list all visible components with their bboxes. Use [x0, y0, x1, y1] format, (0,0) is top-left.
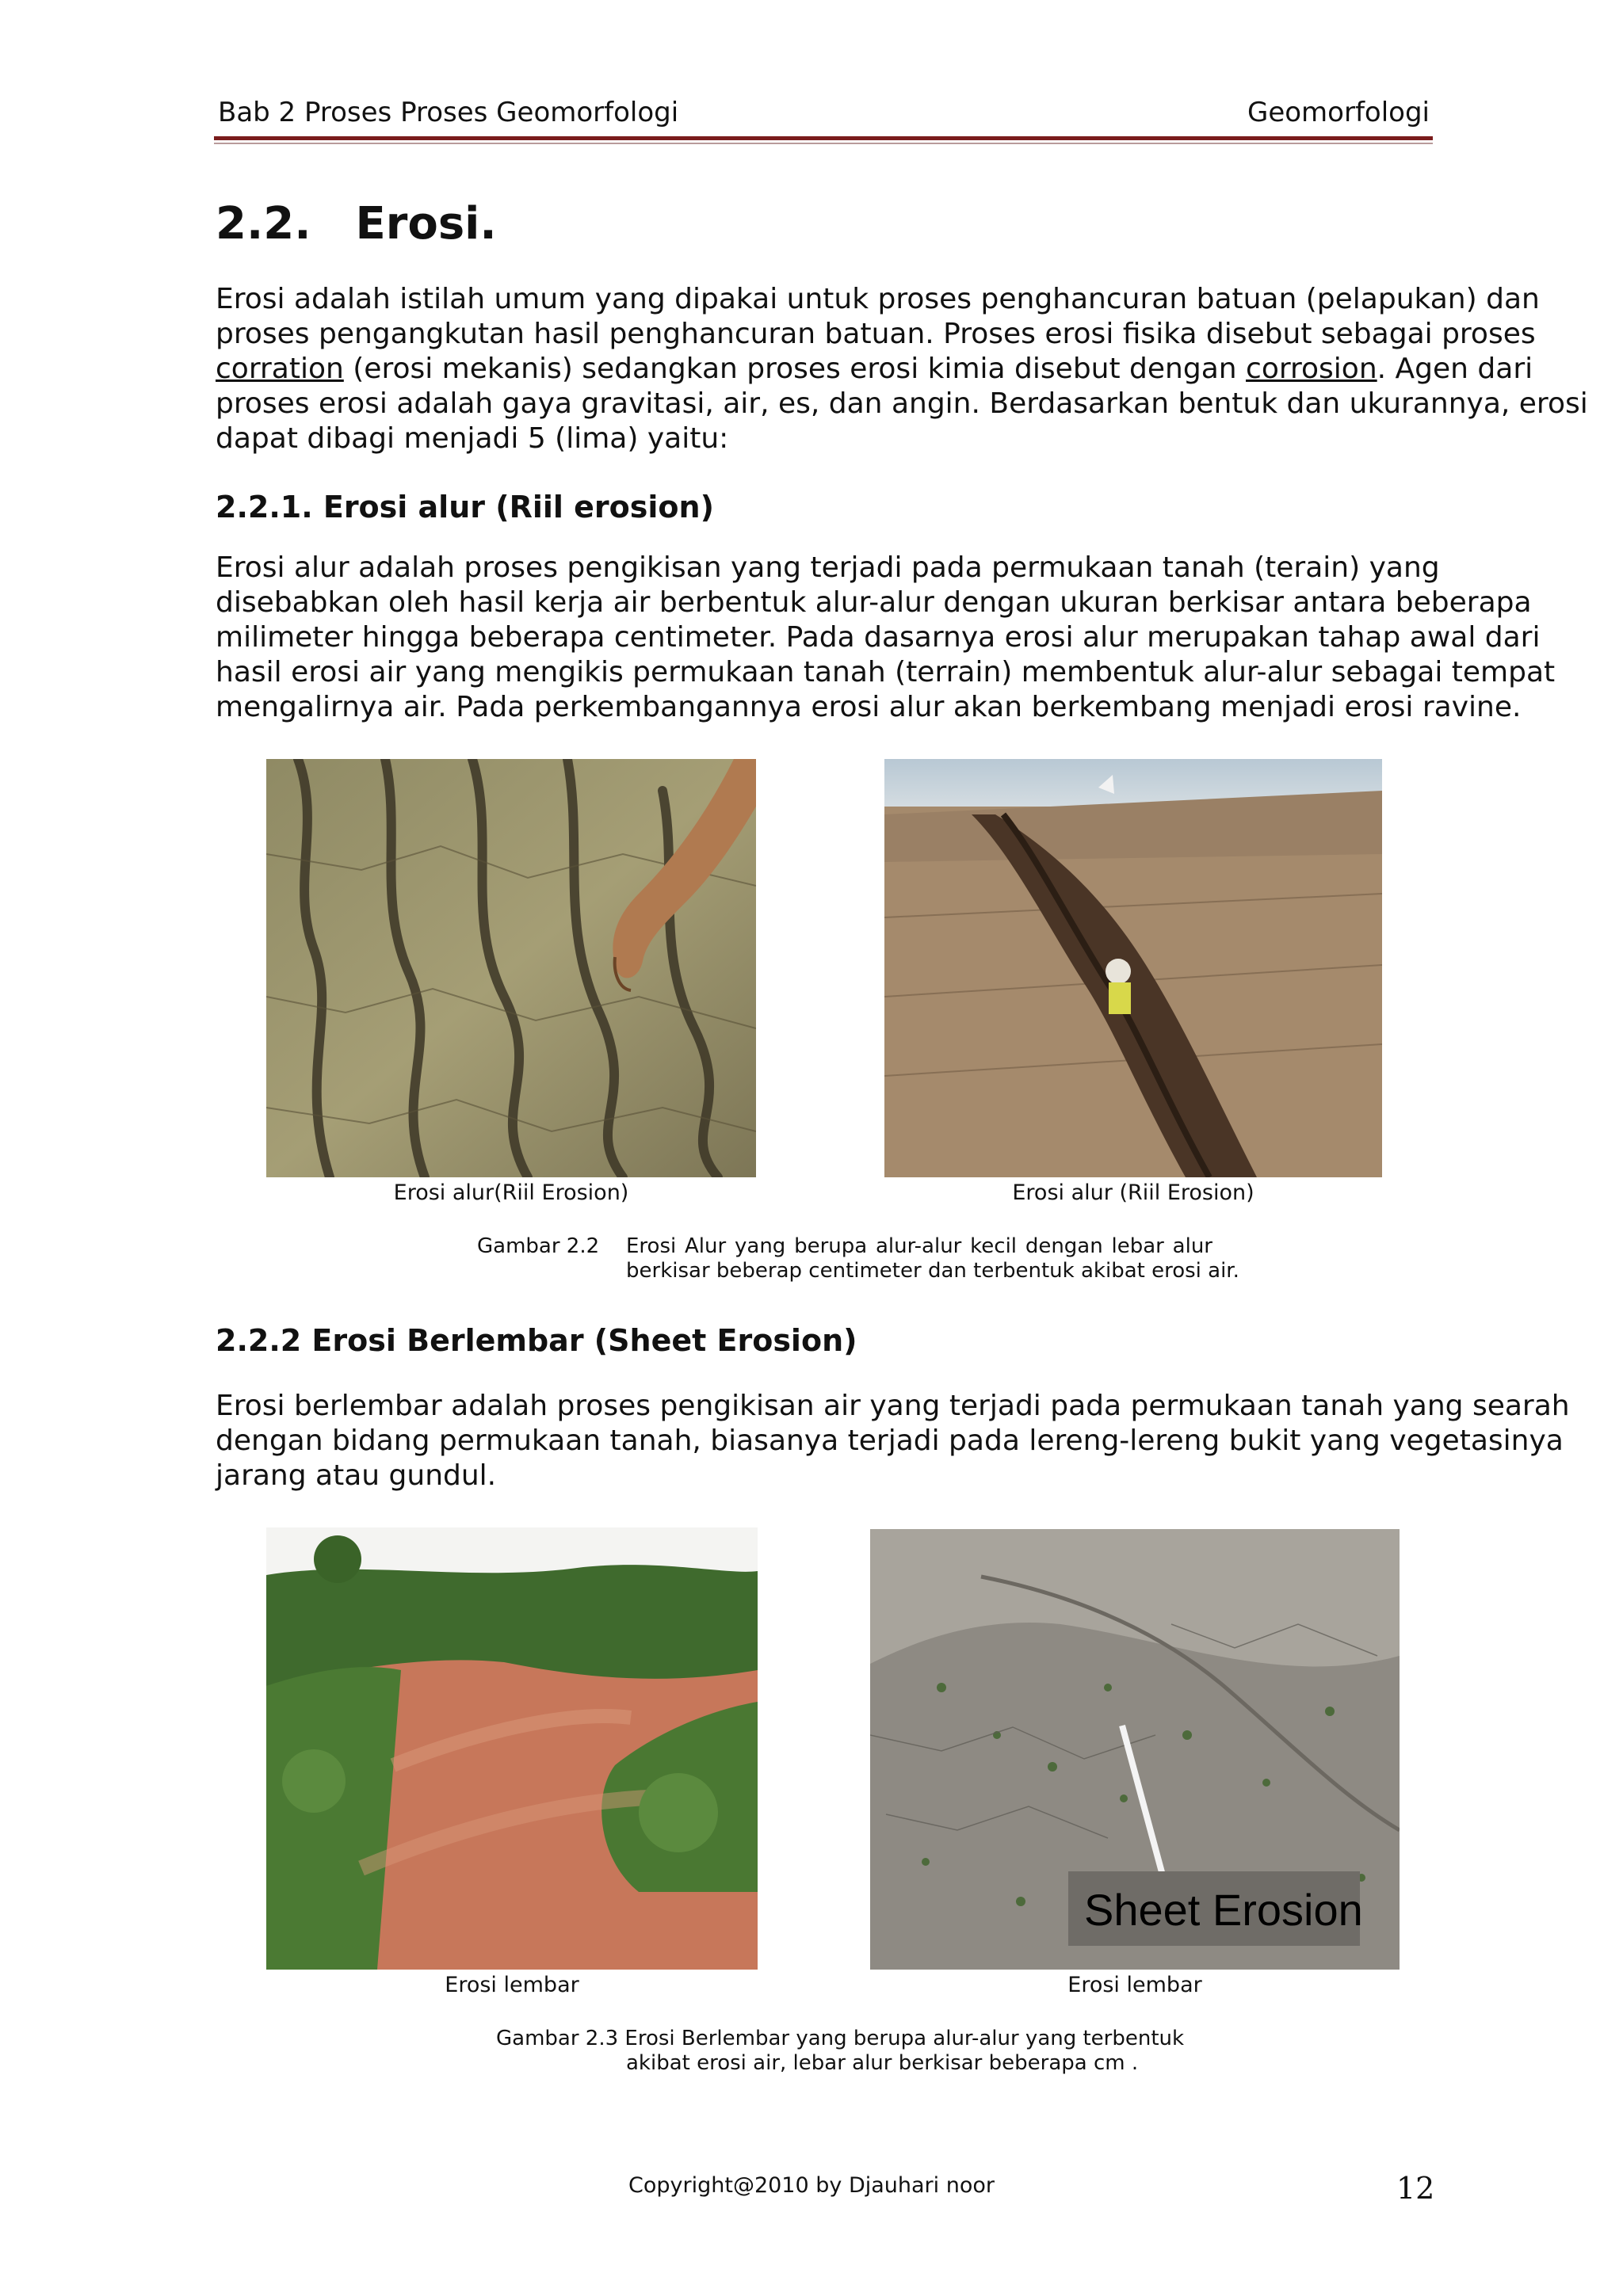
subsection-heading-sheet: 2.2.2 Erosi Berlembar (Sheet Erosion) — [216, 1323, 857, 1358]
intro-line: proses pengangkutan hasil penghancuran batuan. Proses erosi fisika disebut sebagai proses — [216, 318, 1536, 350]
sheet-erosion-photo-ground — [870, 1529, 1400, 1970]
section-title: Erosi. — [355, 198, 497, 250]
sheet-paragraph — [216, 1389, 1570, 1493]
rill-erosion-photo-gully — [884, 759, 1382, 1177]
rill-line: Erosi alur adalah proses pengikisan yang terjadi pada permukaan tanah (terain) yang — [216, 551, 1440, 584]
section-heading — [216, 198, 497, 250]
intro-line: Erosi adalah istilah umum yang dipakai untuk proses penghancuran batuan (pelapukan) dan — [216, 283, 1540, 315]
header-rule-thin — [214, 143, 1433, 144]
sheet-line: jarang atau gundul. — [216, 1459, 497, 1492]
term-corrosion: corrosion — [1246, 353, 1377, 385]
photo-caption: Erosi alur (Riil Erosion) — [1012, 1180, 1254, 1205]
sheet-erosion-label: Sheet Erosion — [1084, 1885, 1363, 1935]
sheet-line: Erosi berlembar adalah proses pengikisan air yang terjadi pada permukaan tanah yang searah — [216, 1390, 1570, 1422]
rill-erosion-photo-hand — [266, 759, 756, 1177]
subsection-heading-rill: 2.2.1. Erosi alur (Riil erosion) — [216, 490, 714, 524]
intro-line: corration (erosi mekanis) sedangkan proses erosi kimia disebut dengan corrosion. Agen dari — [216, 353, 1533, 385]
intro-paragraph — [216, 282, 1588, 456]
page-number: 12 — [1396, 2171, 1435, 2206]
rill-paragraph — [216, 551, 1556, 725]
figure-caption-2-3: Gambar 2.3 Erosi Berlembar yang berupa alur-alur yang terbentuk akibat erosi air, lebar alur berkisar beberapa cm . — [496, 2027, 1185, 2075]
rill-line: mengalirnya air. Pada perkembangannya erosi alur akan berkembang menjadi erosi ravine. — [216, 691, 1522, 723]
section-number: 2.2. — [216, 198, 311, 250]
rill-line: hasil erosi air yang mengikis permukaan tanah (terrain) membentuk alur-alur sebagai tempat — [216, 656, 1556, 688]
photo-caption: Erosi alur(Riil Erosion) — [393, 1180, 629, 1205]
term-corration: corration — [216, 353, 344, 385]
copyright-footer: Copyright@2010 by Djauhari noor — [628, 2173, 995, 2198]
sheet-erosion-photo-field — [266, 1527, 758, 1970]
running-header-subject: Geomorfologi — [1247, 97, 1430, 128]
header-rule — [214, 136, 1433, 140]
figure-caption: Erosi Alur yang berupa alur-alur kecil dengan lebar alur berkisar beberap centimeter dan terbentuk akibat erosi air. — [626, 1234, 1239, 1283]
sheet-line: dengan bidang permukaan tanah, biasanya terjadi pada lereng-lereng bukit yang vegetasinya — [216, 1425, 1564, 1457]
rill-line: disebabkan oleh hasil kerja air berbentuk alur-alur dengan ukuran berkisar antara beberapa — [216, 586, 1532, 619]
intro-line: proses erosi adalah gaya gravitasi, air, es, dan angin. Berdasarkan bentuk dan ukurannya, erosi — [216, 387, 1588, 420]
photo-caption: Erosi lembar — [1067, 1973, 1202, 1997]
intro-line: dapat dibagi menjadi 5 (lima) yaitu: — [216, 422, 729, 455]
rill-line: milimeter hingga beberapa centimeter. Pada dasarnya erosi alur merupakan tahap awal dari — [216, 621, 1541, 654]
photo-caption: Erosi lembar — [445, 1973, 579, 1997]
figure-label: Gambar 2.2 — [477, 1234, 600, 1258]
running-header-chapter: Bab 2 Proses Proses Geomorfologi — [218, 97, 679, 128]
